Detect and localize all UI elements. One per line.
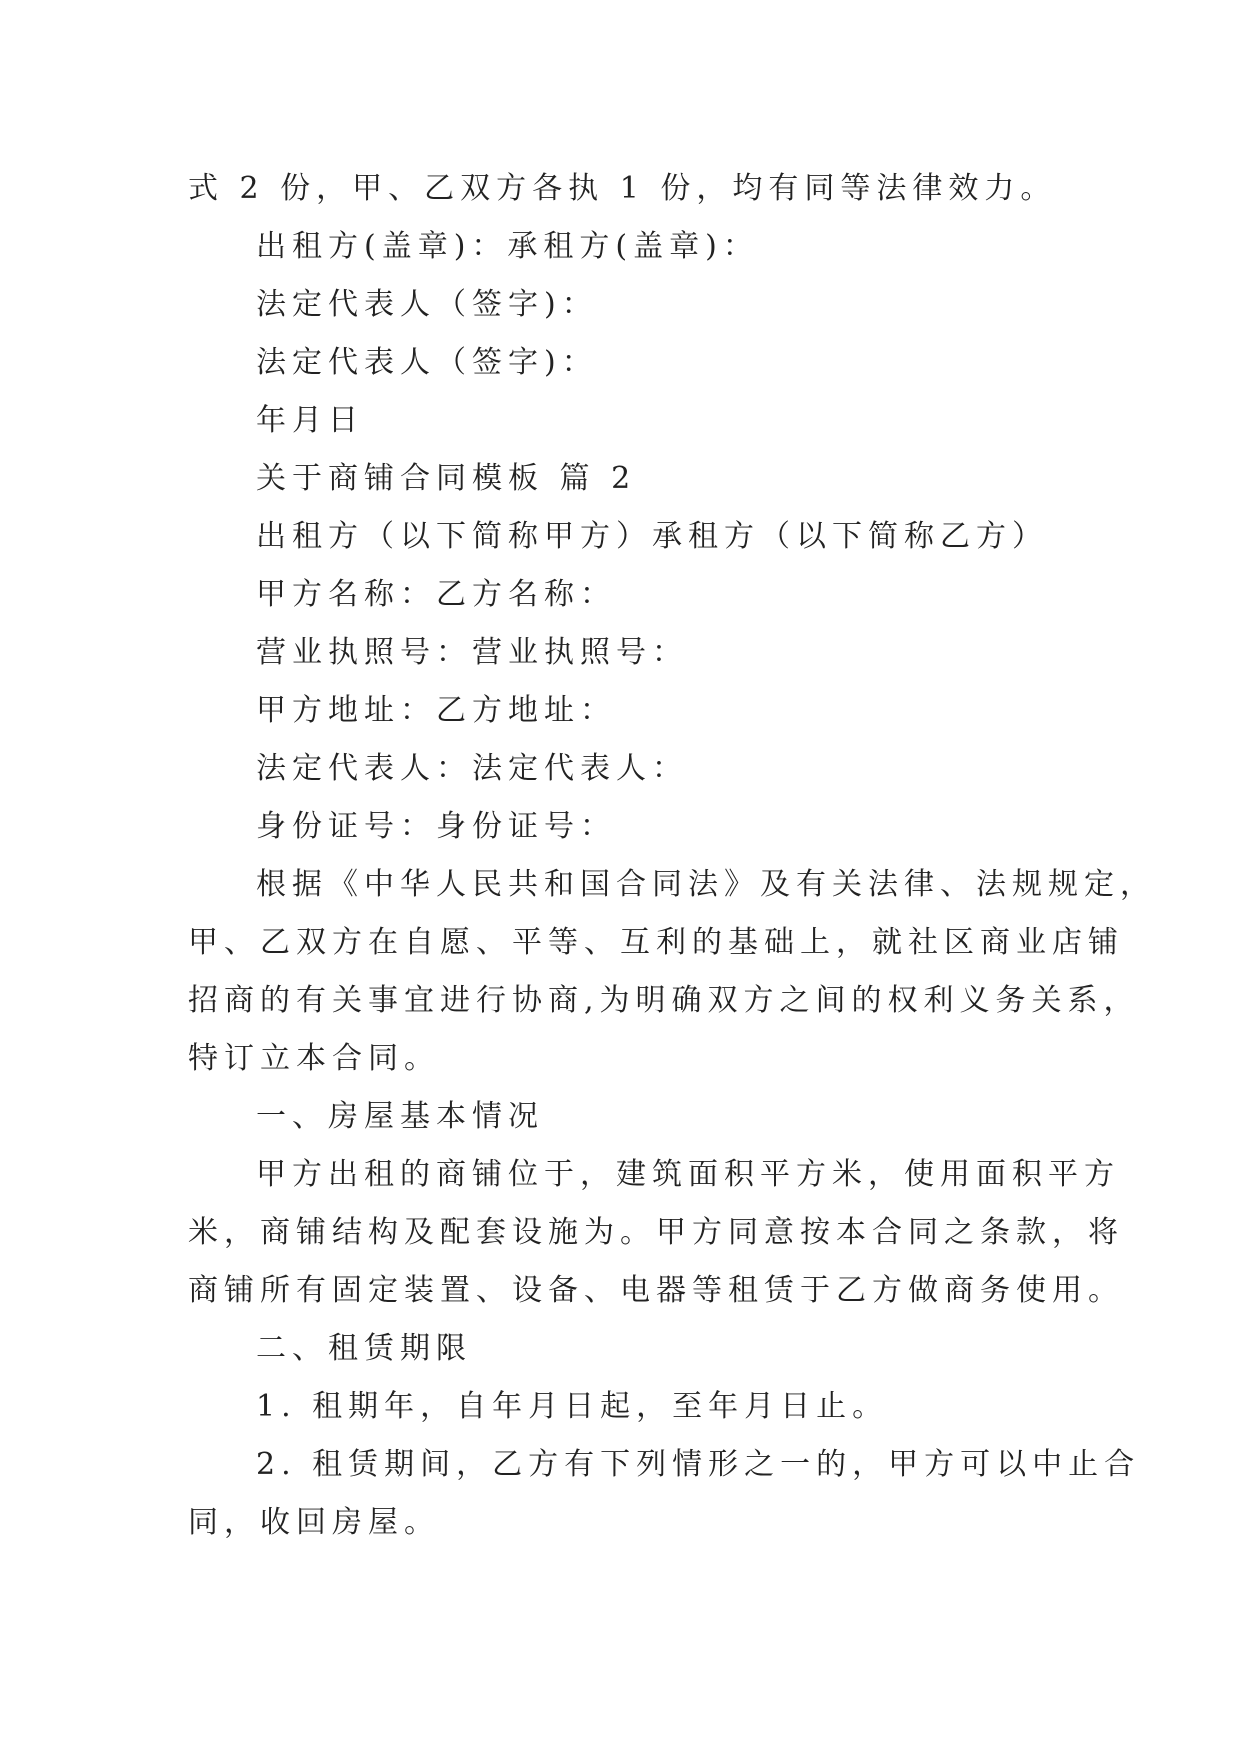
clause-heading-1: 一、房屋基本情况 (256, 1099, 544, 1134)
text-line-14: 甲、乙双方在自愿、平等、互利的基础上，就社区商业店铺 (188, 925, 1124, 960)
text-line-16: 特订立本合同。 (188, 1041, 440, 1076)
text-line-1: 式 2 份，甲、乙双方各执 1 份，均有同等法律效力。 (188, 171, 1057, 206)
text-line-19: 米，商铺结构及配套设施为。甲方同意按本合同之条款，将 (188, 1215, 1124, 1250)
section-heading: 关于商铺合同模板 篇 2 (256, 461, 637, 496)
text-line-5: 年月日 (256, 403, 364, 438)
text-line-3: 法定代表人（签字)： (256, 287, 598, 322)
text-line-13: 根据《中华人民共和国合同法》及有关法律、法规规定， (256, 867, 1156, 902)
text-line-8: 甲方名称：乙方名称： (256, 577, 616, 612)
text-line-2: 出租方(盖章)：承租方(盖章)： (256, 229, 759, 264)
text-line-18: 甲方出租的商铺位于，建筑面积平方米，使用面积平方 (256, 1157, 1120, 1192)
text-line-20: 商铺所有固定装置、设备、电器等租赁于乙方做商务使用。 (188, 1273, 1124, 1308)
text-line-10: 甲方地址：乙方地址： (256, 693, 616, 728)
text-line-12: 身份证号：身份证号： (256, 809, 616, 844)
clause-heading-2: 二、租赁期限 (256, 1331, 472, 1366)
text-line-15: 招商的有关事宜进行协商,为明确双方之间的权利义务关系， (188, 983, 1140, 1018)
document-body (188, 160, 1156, 1552)
text-line-23: 2. 租赁期间，乙方有下列情形之一的，甲方可以中止合 (256, 1447, 1141, 1482)
text-line-11: 法定代表人：法定代表人： (256, 751, 688, 786)
text-line-22: 1. 租期年，自年月日起，至年月日止。 (256, 1389, 889, 1424)
text-line-9: 营业执照号：营业执照号： (256, 635, 688, 670)
text-line-4: 法定代表人（签字)： (256, 345, 598, 380)
text-line-24: 同，收回房屋。 (188, 1505, 440, 1540)
text-line-7: 出租方（以下简称甲方）承租方（以下简称乙方） (256, 519, 1048, 554)
